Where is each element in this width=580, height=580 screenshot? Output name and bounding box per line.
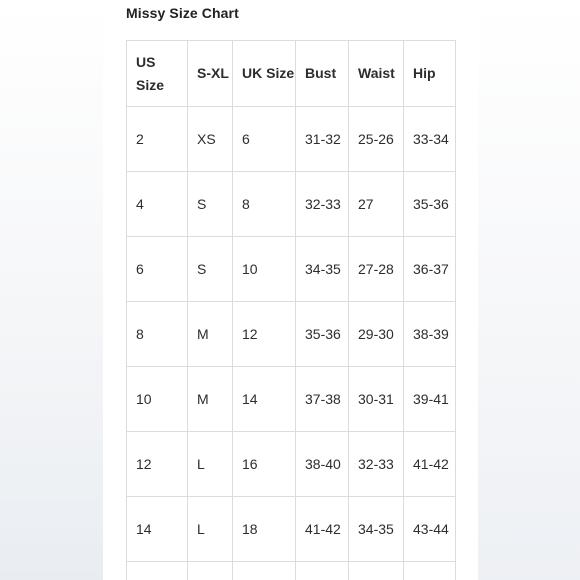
cell-bust: 35-36 [296, 302, 349, 367]
cell-uk-size: 8 [233, 172, 296, 237]
background-left [0, 0, 103, 580]
cell-s-xl: M [188, 302, 233, 367]
cell-s-xl: L [188, 497, 233, 562]
cell-s-xl: L [188, 432, 233, 497]
cell-uk-size: 6 [233, 107, 296, 172]
page-title: Missy Size Chart [126, 5, 239, 21]
cell-bust: 37-38 [296, 367, 349, 432]
cell-waist: 30-31 [349, 367, 404, 432]
table-row-partial [127, 562, 456, 580]
table-row [127, 172, 456, 237]
header-hip: Hip [404, 41, 456, 107]
cell-s-xl: XS [188, 107, 233, 172]
table-row [127, 497, 456, 562]
size-chart-card [103, 0, 478, 580]
table-row [127, 302, 456, 367]
header-us-size: US Size [127, 41, 188, 107]
cell-hip: 41-42 [404, 432, 456, 497]
cell-us-size: 8 [127, 302, 188, 367]
cell-hip: 35-36 [404, 172, 456, 237]
table-row [127, 432, 456, 497]
table-row [127, 237, 456, 302]
cell-bust: 38-40 [296, 432, 349, 497]
background-right [478, 0, 580, 580]
cell-waist: 27-28 [349, 237, 404, 302]
cell-bust: 32-33 [296, 172, 349, 237]
cell-us-size: 12 [127, 432, 188, 497]
table-header-row [127, 41, 456, 107]
cell-bust: 41-42 [296, 497, 349, 562]
cell-waist: 25-26 [349, 107, 404, 172]
cell-hip: 36-37 [404, 237, 456, 302]
cell-hip: 38-39 [404, 302, 456, 367]
cell-waist: 32-33 [349, 432, 404, 497]
cell-hip: 39-41 [404, 367, 456, 432]
cell-bust: 31-32 [296, 107, 349, 172]
cell-us-size: 14 [127, 497, 188, 562]
cell-uk-size: 10 [233, 237, 296, 302]
cell-us-size: 4 [127, 172, 188, 237]
size-chart-table [126, 40, 456, 580]
cell-hip: 43-44 [404, 497, 456, 562]
cell-uk-size: 16 [233, 432, 296, 497]
header-uk-size: UK Size [233, 41, 296, 107]
header-waist: Waist [349, 41, 404, 107]
cell-bust: 34-35 [296, 237, 349, 302]
table-row [127, 367, 456, 432]
cell-us-size: 6 [127, 237, 188, 302]
cell-uk-size: 14 [233, 367, 296, 432]
cell-s-xl: M [188, 367, 233, 432]
cell-uk-size: 18 [233, 497, 296, 562]
table-row [127, 107, 456, 172]
cell-waist: 29-30 [349, 302, 404, 367]
cell-us-size: 2 [127, 107, 188, 172]
cell-waist: 27 [349, 172, 404, 237]
cell-hip: 33-34 [404, 107, 456, 172]
cell-s-xl: S [188, 237, 233, 302]
cell-uk-size: 12 [233, 302, 296, 367]
cell-waist: 34-35 [349, 497, 404, 562]
header-bust: Bust [296, 41, 349, 107]
header-s-xl: S-XL [188, 41, 233, 107]
cell-s-xl: S [188, 172, 233, 237]
cell-us-size: 10 [127, 367, 188, 432]
